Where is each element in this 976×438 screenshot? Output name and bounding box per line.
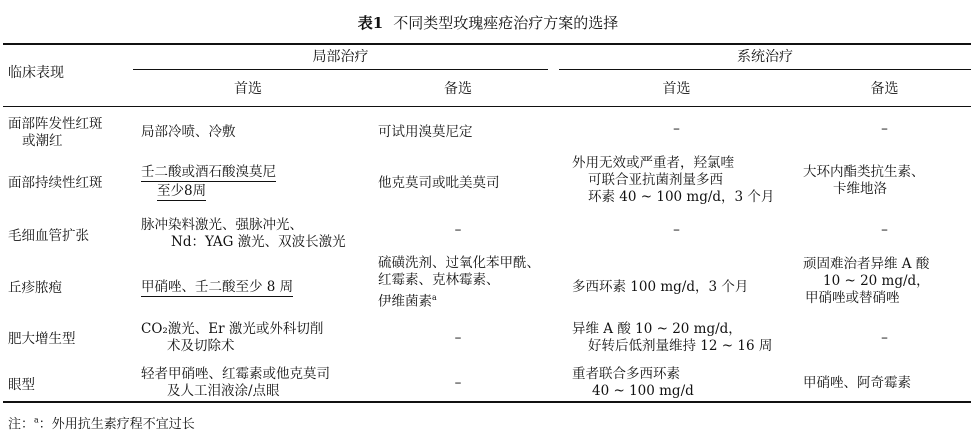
- row-6-sys-first: 重者联合多西环素 40 ~ 100 mg/d: [572, 366, 694, 399]
- row-2-local-alt: 他克莫司或吡美莫司: [378, 175, 500, 191]
- top-rule: [3, 43, 971, 45]
- row-1-local-alt: 可试用溴莫尼定: [378, 124, 473, 140]
- table-footnote: 注：$^a$：外用抗生素疗程不宜过长: [8, 415, 195, 432]
- row-1-clinical: 面部阵发性红斑 或潮红: [8, 116, 103, 149]
- row-2-local-first: 壬二酸或酒石酸溴莫尼 至少8周: [141, 164, 276, 199]
- header-rule: [3, 106, 971, 107]
- table-caption: 不同类型玫瑰痤疮治疗方案的选择: [393, 14, 619, 32]
- row-2-clinical: 面部持续性红斑: [8, 175, 103, 191]
- row-5-sys-alt: –: [881, 330, 888, 346]
- row-4-local-alt: 硫磺洗剂、过氧化苯甲酰、 红霉素、克林霉素、 伊维菌素$^a$: [378, 255, 540, 310]
- table-number: 表1: [357, 14, 384, 32]
- row-3-local-first: 脉冲染料激光、强脉冲光、 Nd：YAG 激光、双波长激光: [141, 217, 346, 250]
- row-6-clinical: 眼型: [8, 377, 35, 393]
- row-3-local-alt: –: [454, 222, 462, 238]
- header-sys-alt: 备选: [870, 81, 899, 97]
- row-4-clinical: 丘疹脓疱: [8, 280, 62, 296]
- row-3-clinical: 毛细血管扩张: [8, 228, 89, 244]
- row-6-sys-alt: 甲硝唑、阿奇霉素: [803, 375, 911, 391]
- row-4-local-first: 甲硝唑、壬二酸至少 8 周: [141, 279, 294, 295]
- row-4-sys-first: 多西环素 100 mg/d，3 个月: [572, 279, 749, 295]
- row-1-sys-alt: –: [881, 121, 888, 137]
- header-local: 局部治疗: [312, 49, 369, 65]
- header-local-alt: 备选: [444, 81, 472, 97]
- header-sys-first: 首选: [662, 81, 691, 97]
- row-5-clinical: 肥大增生型: [8, 331, 76, 347]
- table-title: [0, 12, 976, 33]
- row-3-sys-first: –: [673, 222, 680, 238]
- row-5-sys-first: 异维 A 酸 10 ~ 20 mg/d， 好转后低剂量维持 12 ~ 16 周: [572, 321, 773, 354]
- row-3-sys-alt: –: [881, 222, 888, 238]
- row-5-local-alt: –: [454, 330, 462, 346]
- row-2-sys-alt: 大环内酯类抗生素、 卡维地洛: [803, 164, 925, 197]
- row-6-local-alt: –: [454, 375, 462, 391]
- row-1-local-first: 局部冷喷、冷敷: [141, 124, 236, 140]
- header-clinical: 临床表现: [8, 65, 64, 81]
- header-systemic: 系统治疗: [737, 49, 793, 65]
- row-4-sys-alt: 顽固难治者异维 A 酸 10 ~ 20 mg/d， 甲硝唑或替硝唑: [803, 256, 930, 306]
- row-6-local-first: 轻者甲硝唑、红霉素或他克莫司 及人工泪液涂/点眼: [141, 366, 330, 399]
- row-2-sys-first: 外用无效或严重者，羟氯喹 可联合亚抗菌剂量多西 环素 40 ~ 100 mg/d，3 个月: [572, 155, 775, 205]
- bottom-rule: [3, 401, 971, 403]
- header-local-first: 首选: [234, 81, 262, 97]
- systemic-group-rule: [559, 69, 971, 70]
- local-group-rule: [133, 69, 548, 70]
- row-5-local-first: CO₂激光、Er 激光或外科切削 术及切除术: [141, 321, 324, 354]
- row-1-sys-first: –: [673, 121, 680, 137]
